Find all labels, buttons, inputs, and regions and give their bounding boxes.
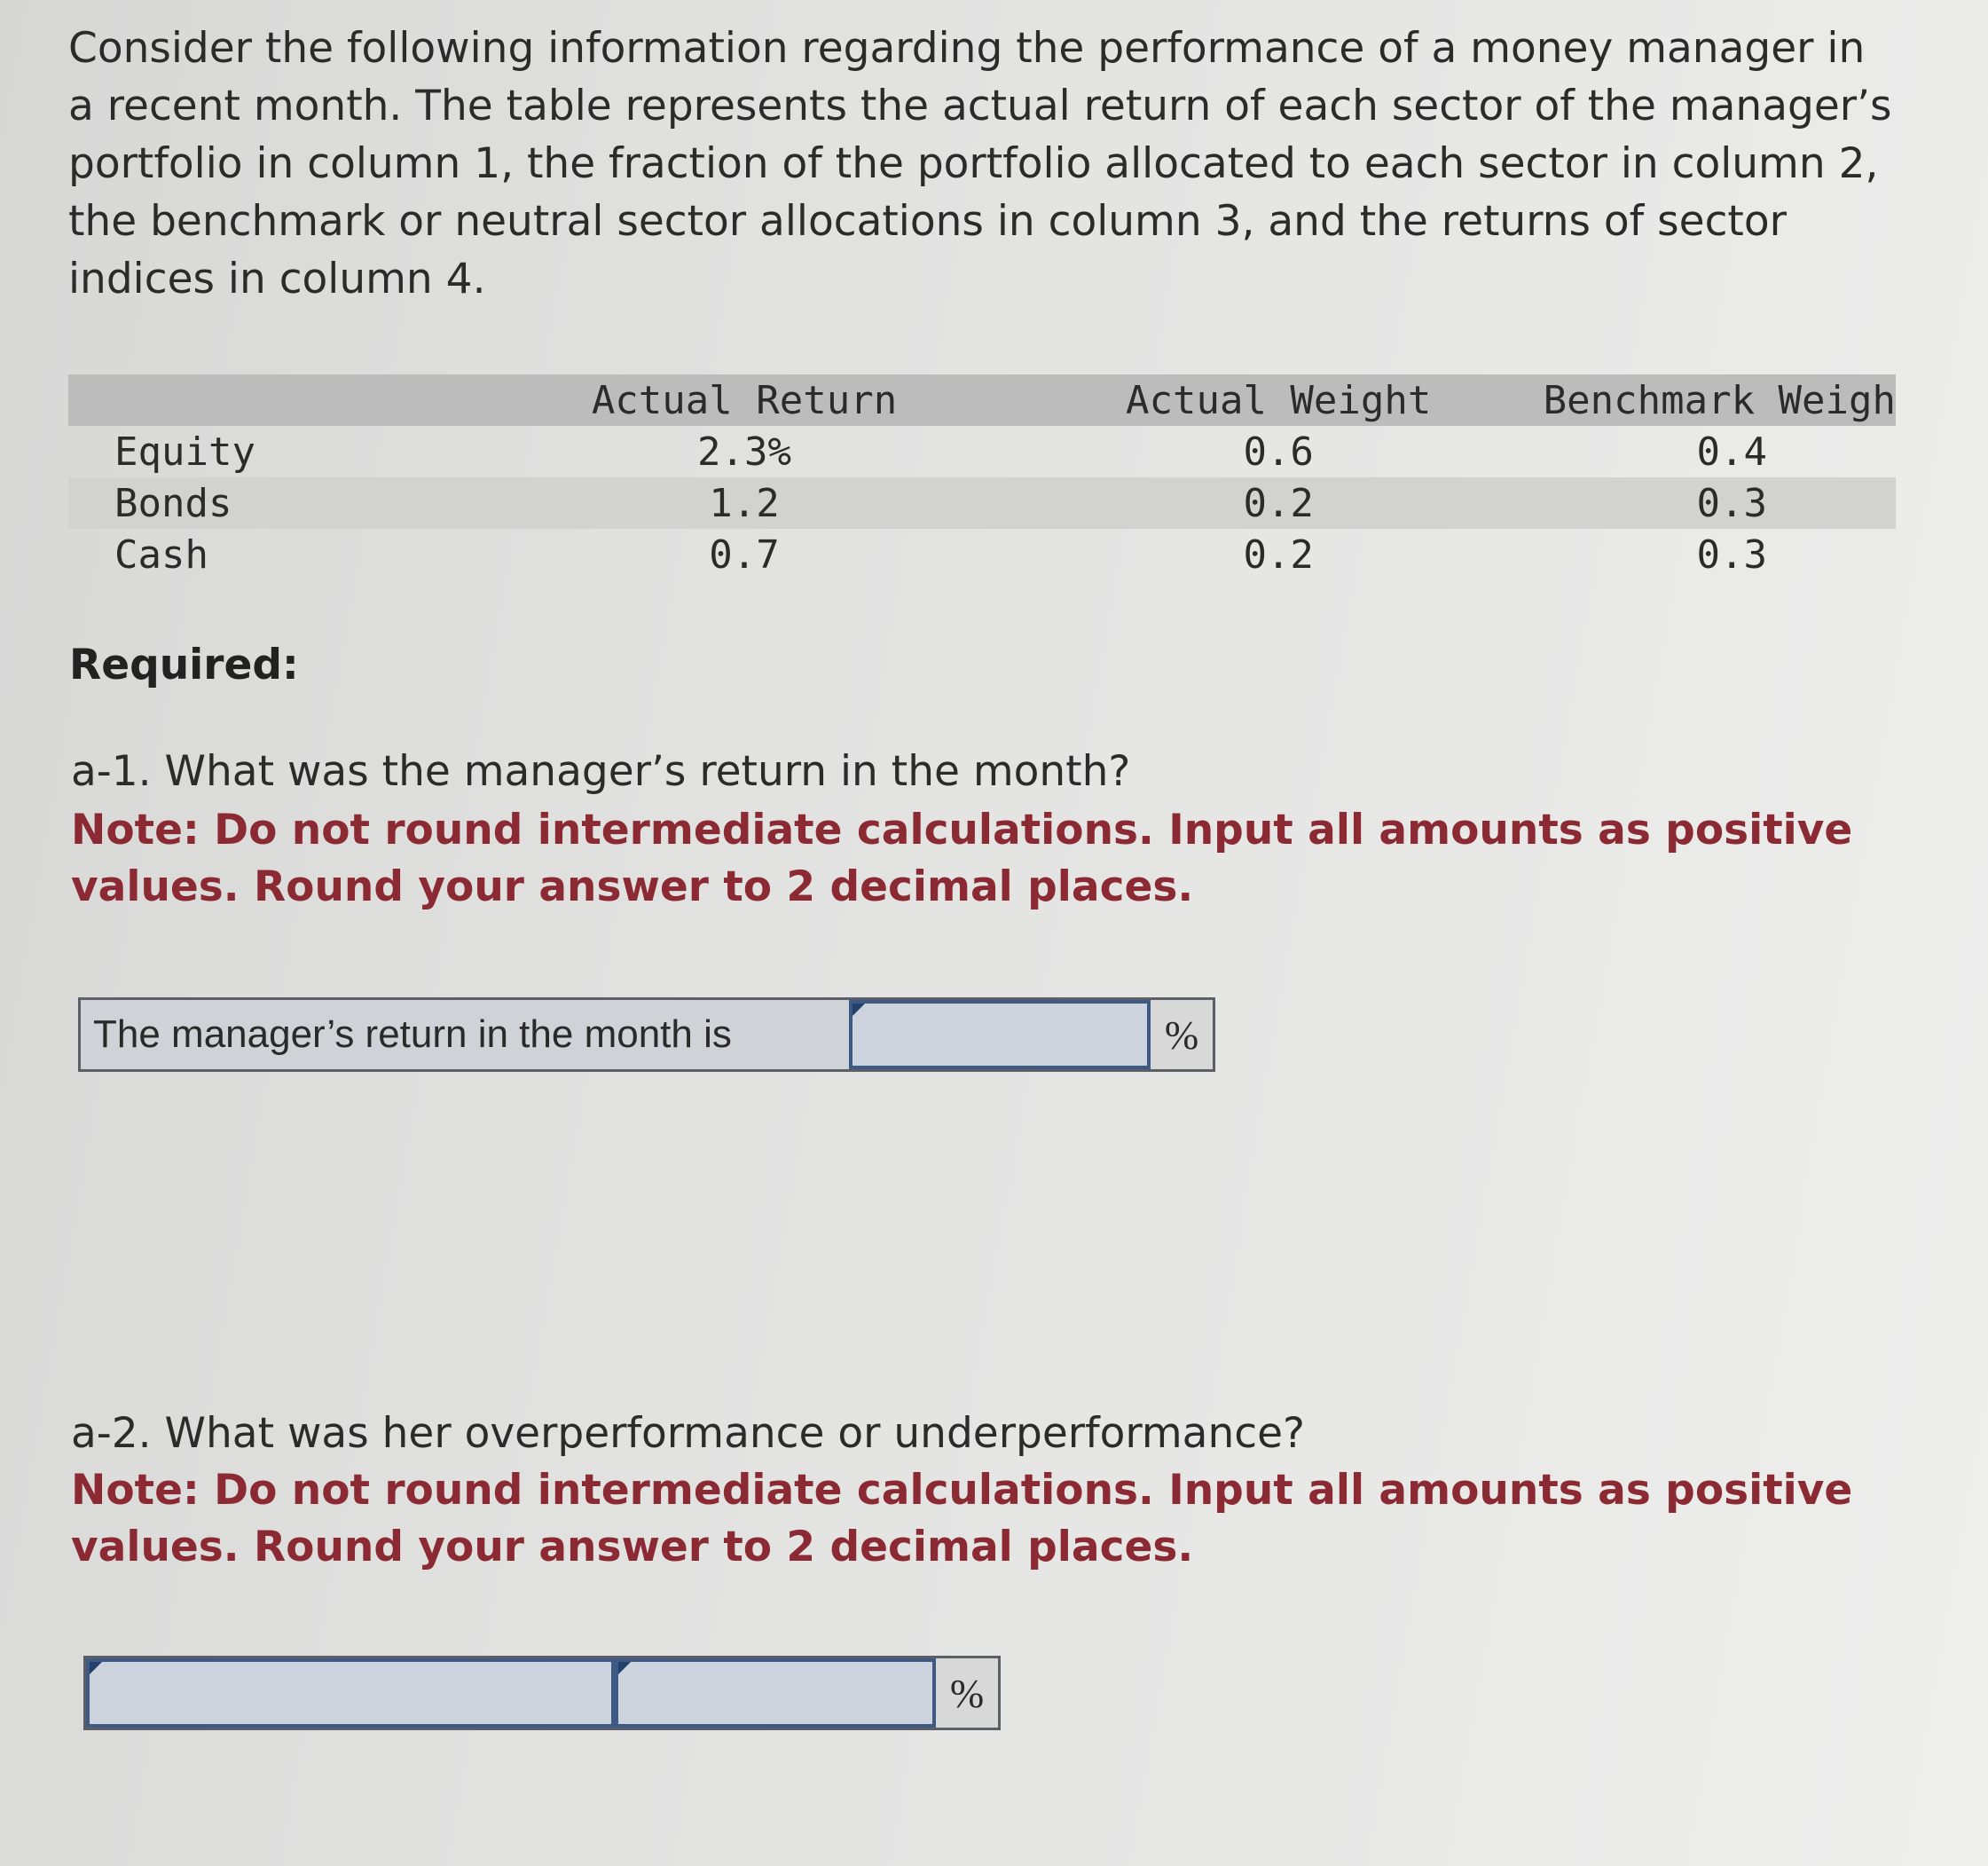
row-label: Bonds [114, 480, 232, 526]
sector-table [68, 374, 1896, 580]
row-label: Equity [114, 429, 255, 475]
performance-dropdown-a2[interactable] [86, 1658, 615, 1728]
note-a2: Note: Do not round intermediate calculations. Input all amounts as positive values. Round your answer to 2 decimal places. [71, 1466, 1853, 1571]
cell-actual-weight: 0.6 [1243, 429, 1314, 475]
percent-unit-a2: % [936, 1658, 998, 1728]
cell-actual-weight: 0.2 [1243, 480, 1314, 526]
percent-unit-a1: % [1151, 1000, 1213, 1069]
header-benchmark-weight: Benchmark Weigh [1543, 377, 1896, 423]
cell-actual-return: 2.3% [697, 429, 791, 475]
cell-benchmark-weight: 0.3 [1696, 480, 1767, 526]
table-row [68, 529, 1896, 580]
table-header-row [68, 374, 1896, 426]
table-row [68, 426, 1896, 477]
question-a1: a-1. What was the manager’s return in the month? [71, 747, 1131, 796]
table-row [68, 477, 1896, 529]
answer-row-a2 [83, 1656, 1001, 1730]
question-a2: a-2. What was her overperformance or underperformance? [71, 1409, 1305, 1458]
required-heading: Required: [69, 641, 299, 689]
header-blank [68, 374, 496, 426]
answer-row-a1 [78, 997, 1215, 1072]
answer-input-a2[interactable] [615, 1658, 936, 1728]
cell-benchmark-weight: 0.3 [1696, 531, 1767, 578]
note-a1: Note: Do not round intermediate calculations. Input all amounts as positive values. Round your answer to 2 decimal places. [71, 806, 1853, 911]
cell-actual-weight: 0.2 [1243, 531, 1314, 578]
prompt-a1: The manager’s return in the month is [81, 1000, 849, 1069]
header-actual-weight: Actual Weight [1126, 377, 1432, 423]
answer-input-a1[interactable] [849, 1000, 1151, 1069]
row-label: Cash [114, 531, 208, 578]
cell-actual-return: 0.7 [709, 531, 780, 578]
problem-intro: Consider the following information regarding the performance of a money manager in a recent month. The table represents the actual return of each sector of the manager’s portfolio in column 1, the fraction of the portfolio allocated to each sector in column 2, the benchmark or neutral sector allocations in column 3, and the returns of sector indices in column 4. [68, 24, 1892, 303]
cell-actual-return: 1.2 [709, 480, 780, 526]
cell-benchmark-weight: 0.4 [1696, 429, 1767, 475]
header-actual-return: Actual Return [591, 377, 898, 423]
